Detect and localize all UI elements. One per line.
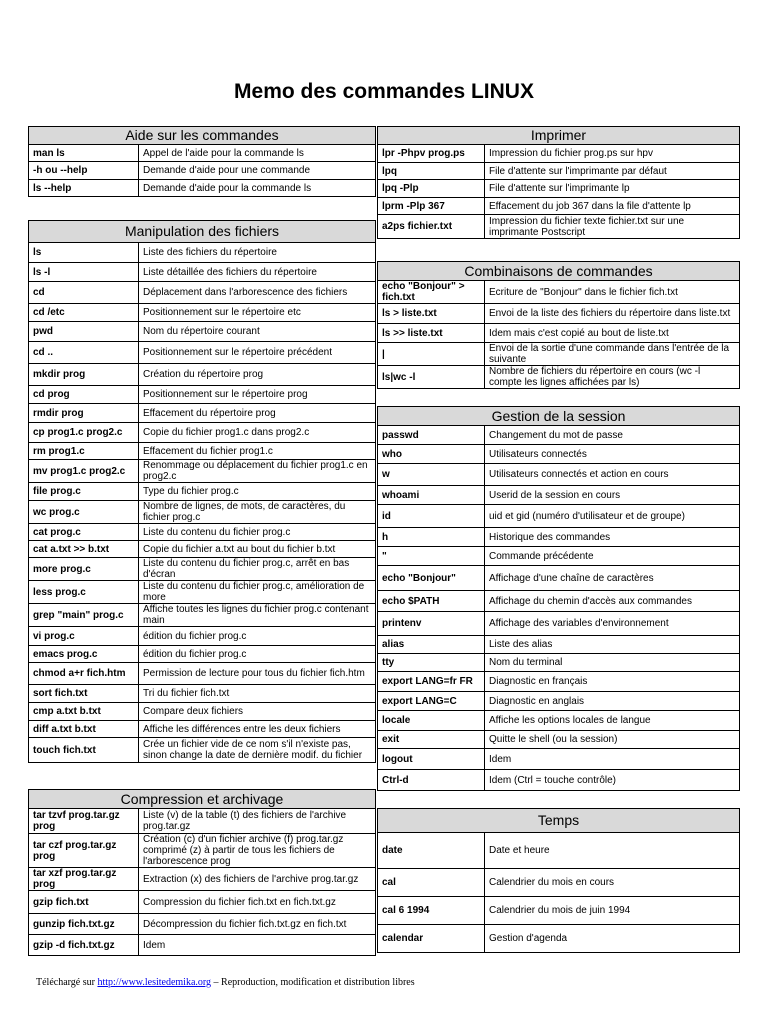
command-cell: export LANG=C xyxy=(378,692,485,711)
command-cell: echo "Bonjour" > fich.txt xyxy=(378,281,485,304)
description-cell: Idem (Ctrl = touche contrôle) xyxy=(485,770,740,791)
description-cell: Nombre de fichiers du répertoire en cours (wc -l compte les lignes affichées par ls) xyxy=(485,366,740,389)
command-cell: ls --help xyxy=(29,180,139,197)
command-cell: cd .. xyxy=(29,342,139,364)
table-row xyxy=(29,646,376,663)
table-row xyxy=(29,282,376,304)
command-cell: gunzip fich.txt.gz xyxy=(29,914,139,935)
table-row xyxy=(378,692,740,711)
table-row xyxy=(378,198,740,215)
table-row xyxy=(378,464,740,486)
description-cell: Liste détaillée des fichiers du répertoire xyxy=(139,263,376,282)
command-cell: cat prog.c xyxy=(29,524,139,541)
description-cell: Renommage ou déplacement du fichier prog1.c en prog2.c xyxy=(139,460,376,483)
description-cell: Effacement du répertoire prog xyxy=(139,404,376,423)
table-row xyxy=(378,426,740,445)
command-cell: cd prog xyxy=(29,386,139,404)
table-row xyxy=(378,925,740,953)
table-row xyxy=(378,711,740,731)
table-row xyxy=(29,581,376,604)
table-row xyxy=(378,749,740,770)
combinaisons-table xyxy=(377,261,740,389)
compression-table xyxy=(28,789,376,956)
command-cell: ls -l xyxy=(29,263,139,282)
description-cell: Impression du fichier prog.ps sur hpv xyxy=(485,145,740,163)
aide-table xyxy=(28,126,376,197)
description-cell: Diagnostic en français xyxy=(485,672,740,692)
command-cell: alias xyxy=(378,636,485,654)
description-cell: Extraction (x) des fichiers de l'archive prog.tar.gz xyxy=(139,868,376,891)
table-row xyxy=(29,703,376,721)
table-row xyxy=(378,591,740,612)
table-row xyxy=(29,501,376,524)
command-cell: tar xzf prog.tar.gz prog xyxy=(29,868,139,891)
description-cell: Liste (v) de la table (t) des fichiers de l'archive prog.tar.gz xyxy=(139,809,376,834)
table-row xyxy=(378,366,740,389)
table-row xyxy=(29,263,376,282)
description-cell: Affiche les différences entre les deux fichiers xyxy=(139,721,376,738)
table-row xyxy=(378,566,740,591)
table-row xyxy=(29,304,376,322)
table-row xyxy=(29,604,376,627)
table-row xyxy=(29,364,376,386)
command-cell: lpq xyxy=(378,163,485,180)
description-cell: Effacement du job 367 dans la file d'attente lp xyxy=(485,198,740,215)
description-cell: Permission de lecture pour tous du fichier fich.htm xyxy=(139,663,376,685)
command-cell: calendar xyxy=(378,925,485,953)
command-cell: tty xyxy=(378,654,485,672)
combinaisons-header: Combinaisons de commandes xyxy=(378,262,740,281)
table-row xyxy=(29,404,376,423)
table-row xyxy=(378,445,740,464)
command-cell: ls > liste.txt xyxy=(378,304,485,324)
description-cell: Idem mais c'est copié au bout de liste.txt xyxy=(485,324,740,343)
description-cell: Changement du mot de passe xyxy=(485,426,740,445)
description-cell: Historique des commandes xyxy=(485,528,740,547)
command-cell: less prog.c xyxy=(29,581,139,604)
description-cell: Nom du répertoire courant xyxy=(139,322,376,342)
command-cell: whoami xyxy=(378,486,485,505)
command-cell: ls xyxy=(29,243,139,263)
table-row xyxy=(378,486,740,505)
command-cell: file prog.c xyxy=(29,483,139,501)
footer xyxy=(36,977,415,988)
table-row xyxy=(378,612,740,636)
command-cell: gzip -d fich.txt.gz xyxy=(29,935,139,956)
table-row xyxy=(29,891,376,914)
table-row xyxy=(378,343,740,366)
imprimer-table xyxy=(377,126,740,239)
description-cell: Positionnement sur le répertoire etc xyxy=(139,304,376,322)
table-row xyxy=(378,770,740,791)
manipulation-header: Manipulation des fichiers xyxy=(29,221,376,243)
table-row xyxy=(29,483,376,501)
description-cell: Création (c) d'un fichier archive (f) prog.tar.gz comprimé (z) à partir de tous les fichiers de l'arborescence prog xyxy=(139,834,376,868)
footer-link[interactable]: http://www.lesitedemika.org xyxy=(97,977,212,988)
command-cell: echo $PATH xyxy=(378,591,485,612)
table-row xyxy=(29,386,376,404)
description-cell: Création du répertoire prog xyxy=(139,364,376,386)
command-cell: more prog.c xyxy=(29,558,139,581)
table-row xyxy=(29,627,376,646)
description-cell: Liste du contenu du fichier prog.c xyxy=(139,524,376,541)
command-cell: lprm -Plp 367 xyxy=(378,198,485,215)
table-row xyxy=(29,738,376,763)
description-cell: Affichage du chemin d'accès aux commandes xyxy=(485,591,740,612)
description-cell: Crée un fichier vide de ce nom s'il n'existe pas, sinon change la date de dernière modif. du fichier xyxy=(139,738,376,763)
table-row xyxy=(378,636,740,654)
table-row xyxy=(29,443,376,460)
command-cell: rmdir prog xyxy=(29,404,139,423)
aide-header: Aide sur les commandes xyxy=(29,127,376,145)
description-cell: Liste du contenu du fichier prog.c, arrêt en bas d'écran xyxy=(139,558,376,581)
table-row xyxy=(29,162,376,180)
command-cell: rm prog1.c xyxy=(29,443,139,460)
table-row xyxy=(378,281,740,304)
manipulation-table xyxy=(28,220,376,763)
command-cell: tar czf prog.tar.gz prog xyxy=(29,834,139,868)
footer-suffix: – Reproduction, modification et distribution libres xyxy=(211,977,415,988)
description-cell: Demande d'aide pour une commande xyxy=(139,162,376,180)
table-row xyxy=(29,322,376,342)
description-cell: Idem xyxy=(485,749,740,770)
session-table xyxy=(377,406,740,791)
command-cell: printenv xyxy=(378,612,485,636)
description-cell: Demande d'aide pour la commande ls xyxy=(139,180,376,197)
description-cell: Liste des alias xyxy=(485,636,740,654)
description-cell: édition du fichier prog.c xyxy=(139,646,376,663)
description-cell: Affichage d'une chaîne de caractères xyxy=(485,566,740,591)
command-cell: mv prog1.c prog2.c xyxy=(29,460,139,483)
table-row xyxy=(378,215,740,239)
description-cell: édition du fichier prog.c xyxy=(139,627,376,646)
table-row xyxy=(29,180,376,197)
table-row xyxy=(29,243,376,263)
description-cell: Date et heure xyxy=(485,833,740,869)
description-cell: Liste des fichiers du répertoire xyxy=(139,243,376,263)
table-row xyxy=(29,423,376,443)
table-row xyxy=(378,505,740,528)
command-cell: cp prog1.c prog2.c xyxy=(29,423,139,443)
description-cell: Calendrier du mois de juin 1994 xyxy=(485,897,740,925)
description-cell: Commande précédente xyxy=(485,547,740,566)
description-cell: Impression du fichier texte fichier.txt sur une imprimante Postscript xyxy=(485,215,740,239)
command-cell: man ls xyxy=(29,145,139,162)
table-row xyxy=(29,342,376,364)
command-cell: | xyxy=(378,343,485,366)
command-cell: tar tzvf prog.tar.gz prog xyxy=(29,809,139,834)
command-cell: " xyxy=(378,547,485,566)
command-cell: cat a.txt >> b.txt xyxy=(29,541,139,558)
imprimer-header: Imprimer xyxy=(378,127,740,145)
temps-table xyxy=(377,808,740,953)
command-cell: date xyxy=(378,833,485,869)
description-cell: Idem xyxy=(139,935,376,956)
table-row xyxy=(378,145,740,163)
description-cell: Ecriture de "Bonjour" dans le fichier fich.txt xyxy=(485,281,740,304)
command-cell: cmp a.txt b.txt xyxy=(29,703,139,721)
description-cell: Liste du contenu du fichier prog.c, amélioration de more xyxy=(139,581,376,604)
table-row xyxy=(29,663,376,685)
description-cell: Tri du fichier fich.txt xyxy=(139,685,376,703)
table-row xyxy=(29,524,376,541)
description-cell: Nombre de lignes, de mots, de caractères, du fichier prog.c xyxy=(139,501,376,524)
command-cell: export LANG=fr FR xyxy=(378,672,485,692)
command-cell: a2ps fichier.txt xyxy=(378,215,485,239)
description-cell: Appel de l'aide pour la commande ls xyxy=(139,145,376,162)
table-row xyxy=(378,869,740,897)
command-cell: logout xyxy=(378,749,485,770)
description-cell: File d'attente sur l'imprimante lp xyxy=(485,180,740,198)
command-cell: chmod a+r fich.htm xyxy=(29,663,139,685)
table-row xyxy=(378,163,740,180)
session-header: Gestion de la session xyxy=(378,407,740,426)
table-row xyxy=(378,180,740,198)
command-cell: echo "Bonjour" xyxy=(378,566,485,591)
description-cell: Compare deux fichiers xyxy=(139,703,376,721)
description-cell: Compression du fichier fich.txt en fich.txt.gz xyxy=(139,891,376,914)
page-title: Memo des commandes LINUX xyxy=(234,80,534,103)
table-row xyxy=(29,809,376,834)
command-cell: mkdir prog xyxy=(29,364,139,386)
command-cell: id xyxy=(378,505,485,528)
command-cell: lpq -Plp xyxy=(378,180,485,198)
description-cell: Affiche les options locales de langue xyxy=(485,711,740,731)
command-cell: w xyxy=(378,464,485,486)
table-row xyxy=(29,685,376,703)
table-row xyxy=(378,324,740,343)
command-cell: touch fich.txt xyxy=(29,738,139,763)
command-cell: sort fich.txt xyxy=(29,685,139,703)
command-cell: cd /etc xyxy=(29,304,139,322)
table-row xyxy=(378,304,740,324)
compression-header: Compression et archivage xyxy=(29,790,376,809)
table-row xyxy=(29,145,376,162)
description-cell: Positionnement sur le répertoire précédent xyxy=(139,342,376,364)
table-row xyxy=(378,528,740,547)
description-cell: Gestion d'agenda xyxy=(485,925,740,953)
table-row xyxy=(378,547,740,566)
description-cell: Nom du terminal xyxy=(485,654,740,672)
description-cell: Diagnostic en anglais xyxy=(485,692,740,711)
command-cell: h xyxy=(378,528,485,547)
footer-prefix: Téléchargé sur xyxy=(36,977,98,988)
temps-header: Temps xyxy=(378,809,740,833)
command-cell: lpr -Phpv prog.ps xyxy=(378,145,485,163)
table-row xyxy=(29,935,376,956)
command-cell: diff a.txt b.txt xyxy=(29,721,139,738)
table-row xyxy=(378,672,740,692)
description-cell: Utilisateurs connectés xyxy=(485,445,740,464)
description-cell: Type du fichier prog.c xyxy=(139,483,376,501)
table-row xyxy=(29,721,376,738)
table-row xyxy=(29,541,376,558)
description-cell: Envoi de la sortie d'une commande dans l'entrée de la suivante xyxy=(485,343,740,366)
command-cell: Ctrl-d xyxy=(378,770,485,791)
command-cell: grep "main" prog.c xyxy=(29,604,139,627)
description-cell: uid et gid (numéro d'utilisateur et de groupe) xyxy=(485,505,740,528)
command-cell: exit xyxy=(378,731,485,749)
command-cell: ls >> liste.txt xyxy=(378,324,485,343)
table-row xyxy=(29,834,376,868)
table-row xyxy=(29,868,376,891)
command-cell: gzip fich.txt xyxy=(29,891,139,914)
command-cell: cal 6 1994 xyxy=(378,897,485,925)
description-cell: Calendrier du mois en cours xyxy=(485,869,740,897)
command-cell: who xyxy=(378,445,485,464)
description-cell: Userid de la session en cours xyxy=(485,486,740,505)
table-row xyxy=(378,833,740,869)
table-row xyxy=(378,897,740,925)
table-row xyxy=(378,731,740,749)
command-cell: cal xyxy=(378,869,485,897)
command-cell: vi prog.c xyxy=(29,627,139,646)
description-cell: Affichage des variables d'environnement xyxy=(485,612,740,636)
command-cell: locale xyxy=(378,711,485,731)
description-cell: Copie du fichier prog1.c dans prog2.c xyxy=(139,423,376,443)
table-row xyxy=(29,558,376,581)
description-cell: Affiche toutes les lignes du fichier prog.c contenant main xyxy=(139,604,376,627)
description-cell: File d'attente sur l'imprimante par défaut xyxy=(485,163,740,180)
command-cell: -h ou --help xyxy=(29,162,139,180)
description-cell: Utilisateurs connectés et action en cours xyxy=(485,464,740,486)
description-cell: Décompression du fichier fich.txt.gz en fich.txt xyxy=(139,914,376,935)
table-row xyxy=(378,654,740,672)
table-row xyxy=(29,460,376,483)
description-cell: Déplacement dans l'arborescence des fichiers xyxy=(139,282,376,304)
description-cell: Effacement du fichier prog1.c xyxy=(139,443,376,460)
command-cell: emacs prog.c xyxy=(29,646,139,663)
description-cell: Copie du fichier a.txt au bout du fichier b.txt xyxy=(139,541,376,558)
table-row xyxy=(29,914,376,935)
description-cell: Envoi de la liste des fichiers du répertoire dans liste.txt xyxy=(485,304,740,324)
description-cell: Quitte le shell (ou la session) xyxy=(485,731,740,749)
command-cell: wc prog.c xyxy=(29,501,139,524)
command-cell: ls|wc -l xyxy=(378,366,485,389)
command-cell: cd xyxy=(29,282,139,304)
description-cell: Positionnement sur le répertoire prog xyxy=(139,386,376,404)
command-cell: passwd xyxy=(378,426,485,445)
command-cell: pwd xyxy=(29,322,139,342)
